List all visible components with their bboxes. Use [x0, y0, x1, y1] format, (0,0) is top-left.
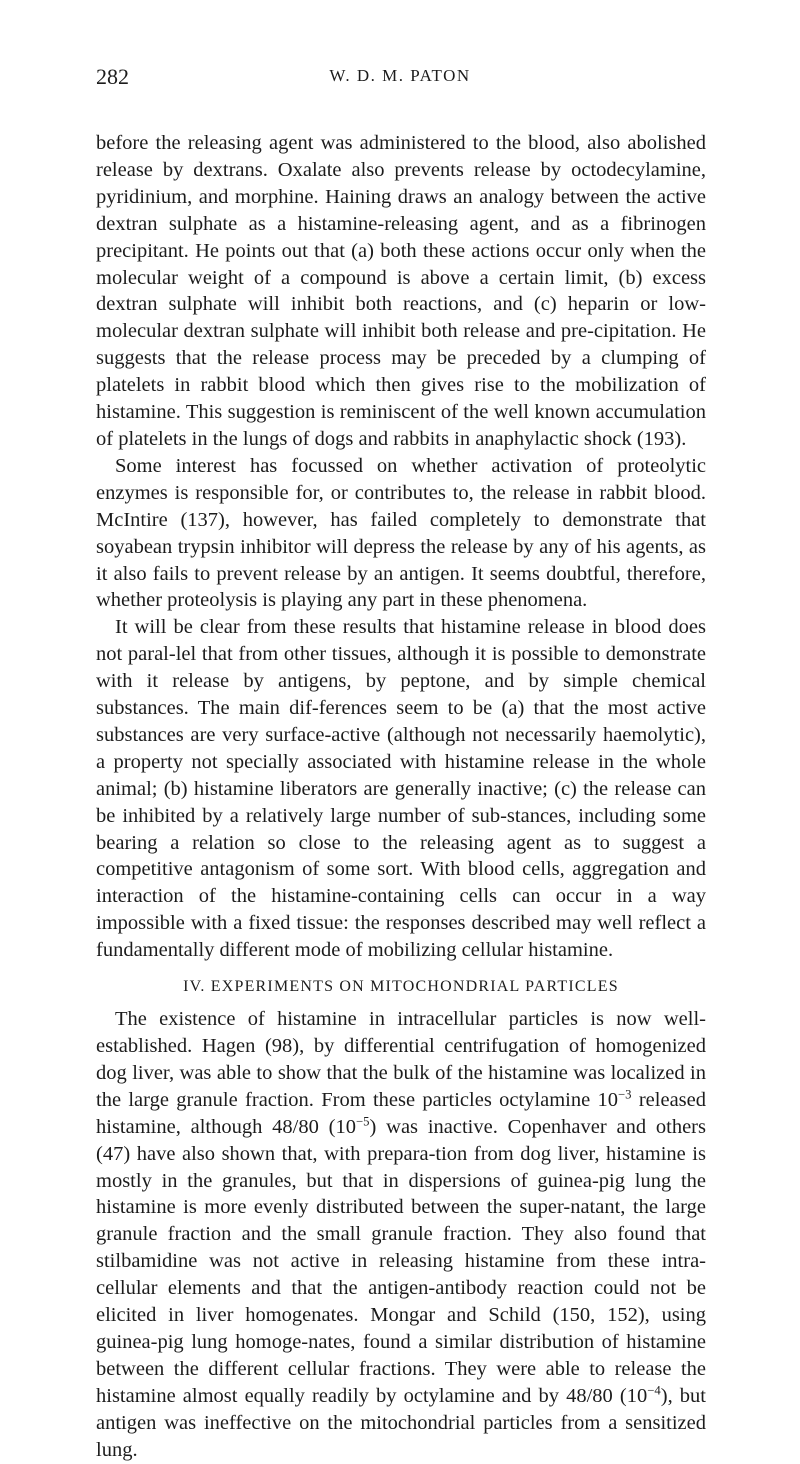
- running-head: W. D. M. PATON: [329, 66, 471, 85]
- paragraph-continued: before the releasing agent was administered to the blood, also abolished release by dextrans. Oxalate also prevents release by octodecylamine, pyridinium, and morphine. Haining draws an analogy between the active dextran sulphate as a histamine-releasing agent, and as a fibrinogen precipitant. He points out that (a) both these actions occur only when the molecular weight of a compound is above a certain limit, (b) excess dextran sulphate will inhibit both reactions, and (c) heparin or low-molecular dextran sulphate will inhibit both release and pre-cipitation. He suggests that the release process may be preceded by a clumping of platelets in rabbit blood which then gives rise to the mobilization of histamine. This suggestion is reminiscent of the well known accumulation of platelets in the lungs of dogs and rabbits in anaphylactic shock (193).: [96, 132, 706, 450]
- paragraph-mitochondrial: [96, 1006, 706, 1463]
- body-text: [96, 130, 706, 1464]
- text-run: ) was inactive. Copenhaver and others (47) have also shown that, with prepara-tion from dog liver, histamine is mostly in the granules, but that in dispersions of guinea-pig lung the histamine is more evenly distributed between the super-natant, the large granule fraction and the small granule fraction. They also found that stilbamidine was not active in releasing histamine from these intra-cellular elements and that the antigen-antibody reaction could not be elicited in liver homogenates. Mongar and Schild (150, 152), using guinea-pig lung homoge-nates, found a similar distribution of histamine between the different cellular fractions. They were able to release the histamine almost equally readily by octylamine and by 48/80 (10: [96, 1115, 706, 1407]
- exponent: −5: [356, 1114, 370, 1129]
- text-run: ), but antigen was ineffective on the mitochondrial particles from a sensitized lung.: [96, 1384, 706, 1461]
- paragraph-summary: It will be clear from these results that histamine release in blood does not paral-lel that from other tissues, although it is possible to demonstrate with it release by antigens, by peptone, and by simple chemical substances. The main dif-ferences seem to be (a) that the most active substances are very surface-active (although not necessarily haemolytic), a property not specially associated with histamine release in the whole animal; (b) histamine liberators are generally inactive; (c) the release can be inhibited by a relatively large number of sub-stances, including some bearing a relation so close to the releasing agent as to suggest a competitive antagonism of some sort. With blood cells, aggregation and interaction of the histamine-containing cells can occur in a way impossible with a fixed tissue: the responses described may well reflect a fundamentally different mode of mobilizing cellular histamine.: [96, 616, 706, 962]
- page-header: [96, 64, 704, 96]
- section-heading: IV. EXPERIMENTS ON MITOCHONDRIAL PARTICLES: [183, 978, 619, 996]
- page-number: 282: [96, 64, 129, 89]
- exponent: −4: [647, 1383, 661, 1398]
- paragraph-proteolysis: Some interest has focussed on whether activation of proteolytic enzymes is responsible for, or contributes to, the release in rabbit blood. McIntire (137), however, has failed completely to demonstrate that soyabean trypsin inhibitor will depress the release by any of his agents, as it also fails to prevent release by an antigen. It seems doubtful, therefore, whether proteolysis is playing any part in these phenomena.: [96, 454, 706, 612]
- exponent: −3: [618, 1087, 632, 1102]
- text-run: released histamine, although 48/80 (10: [96, 1088, 706, 1138]
- text-run: The existence of histamine in intracellular particles is now well-established. Hagen (98), by differential centrifugation of homogenized dog liver, was able to show that the bulk of the histamine was localized in the large granule fraction. From these particles octylamine 10: [96, 1008, 706, 1111]
